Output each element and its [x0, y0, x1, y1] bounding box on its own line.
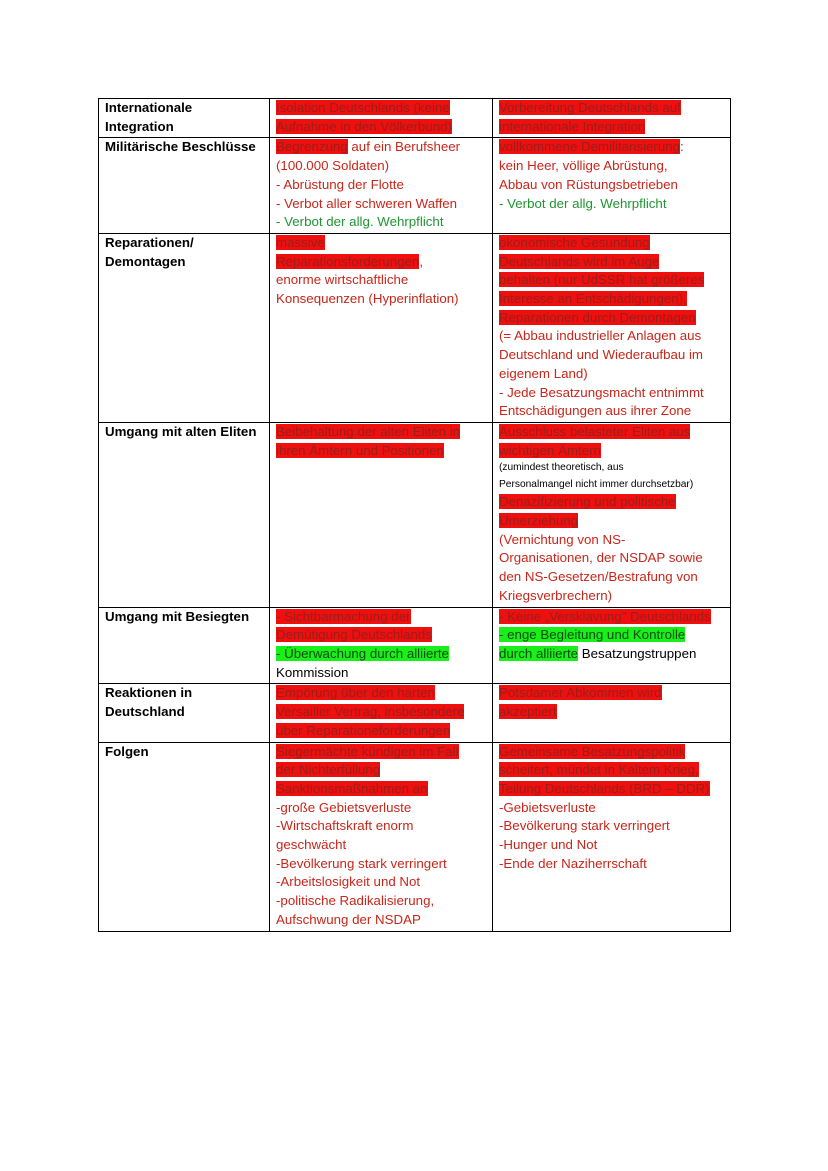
cell-line [276, 176, 487, 195]
cell-line [499, 645, 725, 664]
cell-line [499, 384, 725, 403]
row-label-cell [99, 742, 270, 931]
highlighted-text: Denazifizierung und politische [499, 494, 676, 510]
cell-text: den NS-Gesetzen/Bestrafung von [499, 569, 698, 585]
versailles-cell [270, 742, 493, 931]
row-label: Militärische Beschlüsse [105, 139, 256, 155]
cell-line [276, 743, 487, 762]
highlighted-text: Empörung über den harten [276, 685, 435, 701]
highlighted-text: Gemeinsame Besatzungspolitik [499, 743, 686, 759]
versailles-cell [270, 684, 493, 742]
cell-text: -politische Radikalisierung, [276, 893, 435, 909]
table-row [99, 99, 731, 138]
row-label-cell [99, 684, 270, 742]
cell-line [499, 799, 725, 818]
cell-line [499, 157, 725, 176]
cell-text: , [419, 253, 424, 269]
row-label: Umgang mit Besiegten [105, 608, 250, 624]
cell-line [276, 213, 487, 232]
cell-line [499, 423, 725, 442]
cell-line [276, 817, 487, 836]
cell-text: -Bevölkerung stark verringert [276, 855, 447, 871]
cell-line [499, 309, 725, 328]
cell-line [499, 477, 725, 494]
cell-line [499, 138, 725, 157]
highlighted-text: Potsdamer Abkommen wird [499, 685, 662, 701]
highlighted-text: Siegermächte kündigen im Fall [276, 743, 459, 759]
table-row [99, 138, 731, 234]
table-row [99, 684, 731, 742]
cell-line [499, 549, 725, 568]
cell-line [499, 460, 725, 477]
row-label: Umgang mit alten Eliten [105, 423, 257, 439]
cell-text: (100.000 Soldaten) [276, 158, 390, 174]
cell-line [276, 703, 487, 722]
green-highlighted-text: durch alliierte [499, 645, 579, 661]
cell-text: - Abrüstung der Flotte [276, 176, 404, 192]
versailles-cell [270, 138, 493, 234]
highlighted-text: - Sichtbarmachung der [276, 608, 411, 624]
cell-text: -große Gebietsverluste [276, 799, 412, 815]
cell-line [276, 873, 487, 892]
cell-line [276, 722, 487, 741]
row-label: Reparationen/ [105, 234, 194, 250]
cell-line [499, 608, 725, 627]
highlighted-text: Reparationsforderungen [276, 253, 420, 269]
table-row [99, 233, 731, 422]
versailles-cell [270, 422, 493, 607]
highlighted-text: Interesse an Entschädigungen), [499, 291, 687, 307]
cell-line [499, 195, 725, 214]
cell-line [499, 346, 725, 365]
row-label-cell [99, 99, 270, 138]
highlighted-text: vollkommene Demilitarisierung [499, 139, 681, 155]
highlighted-text: Deutschlands wird im Auge [499, 253, 660, 269]
highlighted-text: Umerziehung [499, 513, 579, 529]
cell-line [276, 836, 487, 855]
comparison-table-body [99, 99, 731, 932]
cell-text: Deutschland und Wiederaufbau im [499, 347, 704, 363]
cell-line [276, 799, 487, 818]
highlighted-text: der Nichterfüllung [276, 762, 381, 778]
cell-line [499, 365, 725, 384]
cell-text: (zumindest theoretisch, aus [499, 462, 624, 474]
highlighted-text: Ausschluss belasteter Eliten aus [499, 423, 691, 439]
cell-line [276, 645, 487, 664]
cell-text: - Verbot der allg. Wehrpflicht [276, 214, 444, 230]
cell-text: -Hunger und Not [499, 837, 598, 853]
cell-text: (= Abbau industrieller Anlagen aus [499, 328, 702, 344]
cell-text: - Verbot der allg. Wehrpflicht [499, 195, 667, 211]
highlighted-text: Versailler Vertrag, insbesondere [276, 704, 465, 720]
highlighted-text: internationale Integration [499, 118, 646, 134]
cell-line [499, 703, 725, 722]
cell-line [499, 587, 725, 606]
versailles-cell [270, 607, 493, 684]
highlighted-text: scheitert, mündet in Kaltem Krieg, [499, 762, 699, 778]
cell-line [499, 780, 725, 799]
potsdam-cell [493, 422, 731, 607]
cell-line [499, 743, 725, 762]
versailles-cell [270, 233, 493, 422]
cell-line [499, 99, 725, 118]
cell-line [276, 234, 487, 253]
cell-line [276, 157, 487, 176]
highlighted-text: Sanktionsmaßnahmen an [276, 780, 428, 796]
cell-text: geschwächt [276, 837, 347, 853]
cell-line [499, 118, 725, 137]
cell-line [276, 626, 487, 645]
row-label: Deutschland [105, 704, 185, 720]
cell-text: eigenem Land) [499, 365, 588, 381]
cell-line [499, 493, 725, 512]
cell-line [276, 253, 487, 272]
highlighted-text: Reparationen durch Demontagen [499, 309, 696, 325]
potsdam-cell [493, 99, 731, 138]
row-label: Internationale [105, 100, 193, 115]
cell-line [499, 568, 725, 587]
table-row [99, 607, 731, 684]
row-label: Demontagen [105, 253, 186, 269]
cell-line [499, 234, 725, 253]
green-highlighted-text: - Überwachung durch alliierte [276, 645, 449, 661]
cell-text: -Bevölkerung stark verringert [499, 818, 670, 834]
cell-line [276, 271, 487, 290]
cell-text: Kriegsverbrechern) [499, 587, 613, 603]
cell-line [499, 855, 725, 874]
cell-line [276, 290, 487, 309]
cell-text: Personalmangel nicht immer durchsetzbar) [499, 478, 694, 490]
highlighted-text: Teilung Deutschlands (BRD – DDR) [499, 780, 710, 796]
cell-text: -Gebietsverluste [499, 799, 596, 815]
cell-line [276, 892, 487, 911]
cell-text: auf ein Berufsheer [347, 139, 461, 155]
cell-line [499, 684, 725, 703]
highlighted-text: Aufnahme in den Völkerbund) [276, 118, 452, 134]
cell-line [499, 402, 725, 421]
highlighted-text: Vorbereitung Deutschlands auf [499, 100, 681, 115]
cell-text: Organisationen, der NSDAP sowie [499, 550, 703, 566]
row-label: Folgen [105, 743, 149, 759]
cell-text: Abbau von Rüstungsbetrieben [499, 176, 678, 192]
cell-line [276, 664, 487, 683]
cell-line [276, 423, 487, 442]
row-label-cell [99, 607, 270, 684]
cell-text: -Arbeitslosigkeit und Not [276, 874, 421, 890]
potsdam-cell [493, 607, 731, 684]
cell-text: kein Heer, völlige Abrüstung, [499, 158, 668, 174]
cell-line [276, 684, 487, 703]
cell-line [499, 271, 725, 290]
highlighted-text: ökonomische Gesundung [499, 234, 650, 250]
cell-line [276, 780, 487, 799]
cell-line [276, 138, 487, 157]
highlighted-text: ihren Ämtern und Positionen [276, 442, 444, 458]
cell-text: Konsequenzen (Hyperinflation) [276, 291, 459, 307]
highlighted-text: Demütigung Deutschlands [276, 627, 432, 643]
row-label: Reaktionen in [105, 685, 193, 701]
cell-line [499, 626, 725, 645]
cell-line [499, 327, 725, 346]
green-highlighted-text: - enge Begleitung und Kontrolle [499, 627, 686, 643]
highlighted-text: über Reparationeforderungen [276, 722, 451, 738]
highlighted-text: wichtigen Ämtern [499, 442, 601, 458]
cell-line [276, 608, 487, 627]
cell-text: -Wirtschaftskraft enorm [276, 818, 414, 834]
cell-line [499, 761, 725, 780]
potsdam-cell [493, 233, 731, 422]
cell-text: enorme wirtschaftliche [276, 272, 409, 288]
cell-text: Kommission [276, 664, 349, 680]
row-label: Integration [105, 118, 174, 134]
highlighted-text: Isolation Deutschlands (keine [276, 100, 450, 115]
table-row [99, 422, 731, 607]
highlighted-text: Begrenzung [276, 139, 348, 155]
cell-line [499, 531, 725, 550]
cell-text: Aufschwung der NSDAP [276, 911, 421, 927]
row-label-cell [99, 422, 270, 607]
comparison-table [98, 98, 731, 932]
highlighted-text: akzeptiert [499, 704, 557, 720]
cell-line [276, 855, 487, 874]
cell-line [276, 761, 487, 780]
cell-text: Entschädigungen aus ihrer Zone [499, 403, 692, 419]
versailles-cell [270, 99, 493, 138]
cell-line [499, 817, 725, 836]
cell-line [276, 442, 487, 461]
cell-line [276, 911, 487, 930]
cell-text: - Verbot aller schweren Waffen [276, 195, 458, 211]
cell-text: (Vernichtung von NS- [499, 531, 626, 547]
cell-line [499, 512, 725, 531]
highlighted-text: - Keine „Versklavung" Deutschlands [499, 608, 711, 624]
cell-line [276, 118, 487, 137]
potsdam-cell [493, 742, 731, 931]
cell-line [499, 253, 725, 272]
row-label-cell [99, 138, 270, 234]
potsdam-cell [493, 684, 731, 742]
table-row [99, 742, 731, 931]
cell-line [499, 176, 725, 195]
cell-text: Besatzungstruppen [578, 645, 697, 661]
cell-text: - Jede Besatzungsmacht entnimmt [499, 384, 704, 400]
cell-line [499, 290, 725, 309]
cell-text: -Ende der Naziherrschaft [499, 855, 647, 871]
cell-text: : [680, 139, 684, 155]
cell-line [499, 442, 725, 461]
highlighted-text: massive [276, 234, 325, 250]
row-label-cell [99, 233, 270, 422]
cell-line [276, 99, 487, 118]
highlighted-text: behalten (nur UdSSR hat größeres [499, 272, 705, 288]
cell-line [499, 836, 725, 855]
cell-line [276, 195, 487, 214]
potsdam-cell [493, 138, 731, 234]
highlighted-text: Beibehaltung der alten Eliten in [276, 423, 461, 439]
